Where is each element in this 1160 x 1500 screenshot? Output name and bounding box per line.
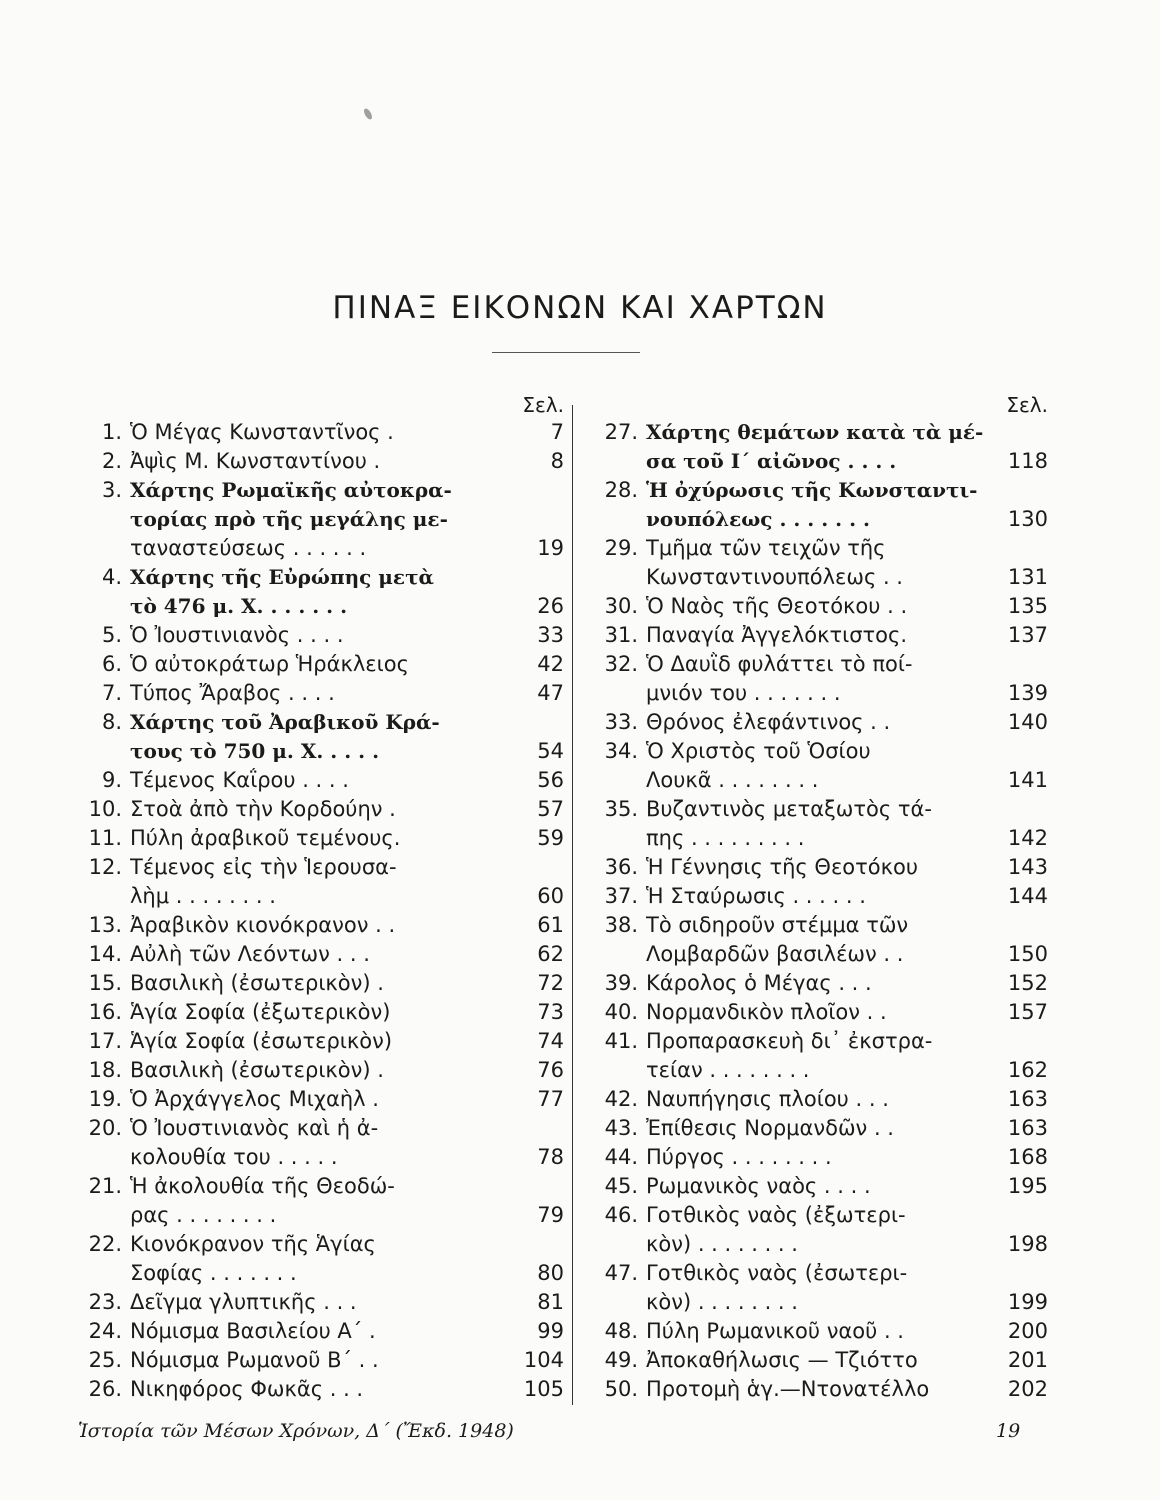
entry-page: 157: [1007, 999, 1048, 1024]
entry-page: 131: [1007, 564, 1048, 589]
entry-number: 10.: [88, 796, 122, 821]
entry-line: [586, 823, 1048, 852]
entry-number: 23.: [88, 1289, 122, 1314]
entry-number: 38.: [604, 912, 638, 937]
entry-number: 39.: [604, 970, 638, 995]
entry-page: 54: [537, 738, 564, 763]
entry-number: 1.: [101, 419, 122, 444]
entry-line: [586, 852, 1048, 881]
entry-page: 163: [1007, 1086, 1048, 1111]
entry-text: Ἡ Σταύρωσις . . . . . .: [646, 883, 866, 908]
page-title: ΠΙΝΑΞ ΕΙΚΟΝΩΝ ΚΑΙ ΧΑΡΤΩΝ: [332, 290, 828, 326]
entry-line: [72, 794, 564, 823]
entry-line: [586, 1258, 1048, 1287]
entry-number: 33.: [604, 709, 638, 734]
entry-line: [72, 1171, 564, 1200]
entry-number: 30.: [604, 593, 638, 618]
entry-text: Λουκᾶ . . . . . . . .: [646, 767, 819, 792]
entry-line: [72, 620, 564, 649]
entry-number: 42.: [604, 1086, 638, 1111]
entry-line: [72, 504, 564, 533]
entry-line: [72, 1229, 564, 1258]
entry-text: κὸν) . . . . . . . .: [646, 1289, 798, 1314]
entry-text: νουπόλεως . . . . . . .: [646, 506, 870, 531]
entry-text: Νικηφόρος Φωκᾶς . . .: [130, 1376, 364, 1401]
entry-number: 3.: [101, 477, 122, 502]
page-label: Σελ.: [522, 393, 564, 417]
entry-page: 135: [1007, 593, 1048, 618]
page-label: Σελ.: [1006, 393, 1048, 417]
entry-number: 36.: [604, 854, 638, 879]
entry-page: 137: [1007, 622, 1048, 647]
entry-line: [72, 997, 564, 1026]
entry-line: [72, 707, 564, 736]
entry-line: [586, 794, 1048, 823]
entry-text: Θρόνος ἐλεφάντινος . .: [646, 709, 891, 734]
entry-text: Χάρτης θεμάτων κατὰ τὰ μέ-: [646, 419, 984, 444]
entry-text: Ὁ Ἰουστινιανὸς . . . .: [130, 622, 344, 647]
entry-line: [72, 1374, 564, 1403]
entry-number: 15.: [88, 970, 122, 995]
entry-number: 45.: [604, 1173, 638, 1198]
entry-page: 78: [537, 1144, 564, 1169]
entry-line: [586, 620, 1048, 649]
entry-number: 12.: [88, 854, 122, 879]
entry-text: Ὁ Ναὸς τῆς Θεοτόκου . .: [646, 593, 908, 618]
entry-number: 27.: [604, 419, 638, 444]
entry-page: 202: [1007, 1376, 1048, 1401]
entry-text: Κιονόκρανον τῆς Ἁγίας: [130, 1231, 376, 1256]
entry-page: 118: [1007, 448, 1048, 473]
ink-speck: [362, 107, 373, 120]
entry-text: Ὁ αὐτοκράτωρ Ἡράκλειος: [130, 651, 409, 676]
entry-text: Ὁ Μέγας Κωνσταντῖνος .: [130, 419, 394, 444]
entry-text: Τέμενος εἰς τὴν Ἱερουσα-: [130, 854, 397, 879]
title-rule: [492, 352, 640, 353]
entry-page: 199: [1007, 1289, 1048, 1314]
entry-text: Ναυπήγησις πλοίου . . .: [646, 1086, 889, 1111]
entry-text: Χάρτης τῆς Εὐρώπης μετὰ: [130, 564, 434, 589]
entry-number: 9.: [101, 767, 122, 792]
entry-line: [72, 881, 564, 910]
entry-line: [72, 446, 564, 475]
entry-line: [586, 707, 1048, 736]
entry-text: τους τὸ 750 μ. Χ. . . . .: [130, 738, 380, 763]
entry-page: 163: [1007, 1115, 1048, 1140]
entry-number: 21.: [88, 1173, 122, 1198]
entry-page: 142: [1007, 825, 1048, 850]
entry-page: 33: [537, 622, 564, 647]
entry-page: 7: [550, 419, 564, 444]
entry-line: [72, 1200, 564, 1229]
entry-text: λὴμ . . . . . . . .: [130, 883, 276, 908]
entry-line: [586, 997, 1048, 1026]
entry-line: [586, 765, 1048, 794]
entry-line: [586, 910, 1048, 939]
entry-text: Κωνσταντινουπόλεως . .: [646, 564, 903, 589]
entry-number: 31.: [604, 622, 638, 647]
entry-number: 8.: [101, 709, 122, 734]
entry-text: Τύπος Ἄραβος . . . .: [130, 680, 335, 705]
entry-text: Χάρτης Ρωμαϊκῆς αὐτοκρα-: [130, 477, 452, 502]
entry-text: Γοτθικὸς ναὸς (ἐσωτερι-: [646, 1260, 908, 1285]
entry-page: 168: [1007, 1144, 1048, 1169]
entry-line: [72, 823, 564, 852]
entry-number: 40.: [604, 999, 638, 1024]
entry-line: [72, 939, 564, 968]
entry-line: [586, 1026, 1048, 1055]
entry-page: 200: [1007, 1318, 1048, 1343]
entry-text: Ἡ Γέννησις τῆς Θεοτόκου: [646, 854, 919, 879]
entry-line: [586, 649, 1048, 678]
entry-text: ταναστεύσεως . . . . . .: [130, 535, 367, 560]
entry-line: [72, 852, 564, 881]
entry-number: 17.: [88, 1028, 122, 1053]
entry-text: Ἁγία Σοφία (ἐσωτερικὸν): [130, 1028, 393, 1053]
entry-page: 152: [1007, 970, 1048, 995]
entry-number: 19.: [88, 1086, 122, 1111]
entry-text: Βασιλικὴ (ἐσωτερικὸν) .: [130, 970, 384, 995]
entry-page: 74: [537, 1028, 564, 1053]
entry-page: 144: [1007, 883, 1048, 908]
entry-text: Λομβαρδῶν βασιλέων . .: [646, 941, 904, 966]
page-number: 19: [996, 1420, 1021, 1442]
entry-number: 20.: [88, 1115, 122, 1140]
entry-text: τείαν . . . . . . . .: [646, 1057, 810, 1082]
entry-page: 150: [1007, 941, 1048, 966]
entry-line: [586, 446, 1048, 475]
entry-line: [72, 649, 564, 678]
entry-number: 14.: [88, 941, 122, 966]
entry-text: ρας . . . . . . . .: [130, 1202, 277, 1227]
entry-text: Ὁ Δαυῒδ φυλάττει τὸ ποί-: [646, 651, 913, 676]
entry-text: Τμῆμα τῶν τειχῶν τῆς: [646, 535, 886, 560]
entry-page: 62: [537, 941, 564, 966]
entry-line: [586, 968, 1048, 997]
entry-number: 4.: [101, 564, 122, 589]
entry-line: [72, 475, 564, 504]
entry-text: Προτομὴ ἁγ.—Ντονατέλλο: [646, 1376, 930, 1401]
entry-text: Χάρτης τοῦ Ἀραβικοῦ Κρά-: [130, 709, 440, 734]
entry-text: Ἐπίθεσις Νορμανδῶν . .: [646, 1115, 894, 1140]
entry-line: [586, 881, 1048, 910]
entry-page: 42: [537, 651, 564, 676]
entry-line: [586, 533, 1048, 562]
entry-line: [72, 910, 564, 939]
entry-number: 6.: [101, 651, 122, 676]
entry-line: [586, 678, 1048, 707]
entry-text: Σοφίας . . . . . . .: [130, 1260, 297, 1285]
entry-line: [72, 591, 564, 620]
entry-text: Νορμανδικὸν πλοῖον . .: [646, 999, 887, 1024]
entry-text: κολουθία του . . . . .: [130, 1144, 338, 1169]
entry-line: [72, 678, 564, 707]
entry-number: 34.: [604, 738, 638, 763]
entry-page: 80: [537, 1260, 564, 1285]
entry-line: [586, 736, 1048, 765]
entry-line: [72, 736, 564, 765]
entry-number: 48.: [604, 1318, 638, 1343]
entry-text: πης . . . . . . . . .: [646, 825, 805, 850]
entry-line: [72, 1055, 564, 1084]
right-page-heading: [586, 388, 1048, 417]
entry-number: 26.: [88, 1376, 122, 1401]
footer-source: Ἱστορία τῶν Μέσων Χρόνων, Δ΄ (Ἔκδ. 1948): [78, 1420, 514, 1442]
entry-page: 201: [1007, 1347, 1048, 1372]
entry-text: Ὁ Ἰουστινιανὸς καὶ ἡ ἀ-: [130, 1115, 379, 1140]
entry-page: 79: [537, 1202, 564, 1227]
entry-text: τὸ 476 μ. Χ. . . . . . .: [130, 593, 348, 618]
left-column: [72, 388, 564, 1403]
entry-text: σα τοῦ Ι΄ αἰῶνος . . . .: [646, 448, 897, 473]
entry-page: 105: [523, 1376, 564, 1401]
entry-line: [586, 1229, 1048, 1258]
entry-page: 99: [537, 1318, 564, 1343]
entry-text: Βασιλικὴ (ἐσωτερικὸν) .: [130, 1057, 384, 1082]
entry-text: Παναγία Ἀγγελόκτιστος.: [646, 622, 908, 647]
entry-text: Ἀποκαθήλωσις — Τζιόττο: [646, 1347, 918, 1372]
entry-line: [586, 939, 1048, 968]
entry-page: 139: [1007, 680, 1048, 705]
entry-number: 47.: [604, 1260, 638, 1285]
entry-line: [586, 1287, 1048, 1316]
entry-number: 25.: [88, 1347, 122, 1372]
entry-number: 41.: [604, 1028, 638, 1053]
left-page-heading: [72, 388, 564, 417]
entry-line: [72, 1316, 564, 1345]
entry-line: [72, 765, 564, 794]
right-entry-list: [586, 417, 1048, 1403]
entry-line: [72, 533, 564, 562]
entry-page: 59: [537, 825, 564, 850]
entry-text: Νόμισμα Ρωμανοῦ Β΄ . .: [130, 1347, 379, 1372]
entry-page: 143: [1007, 854, 1048, 879]
entry-page: 141: [1007, 767, 1048, 792]
entry-page: 19: [537, 535, 564, 560]
entry-page: 162: [1007, 1057, 1048, 1082]
entry-text: Νόμισμα Βασιλείου Α΄ .: [130, 1318, 376, 1343]
entry-text: Τὸ σιδηροῦν στέμμα τῶν: [646, 912, 909, 937]
entry-number: 24.: [88, 1318, 122, 1343]
entry-line: [586, 591, 1048, 620]
entry-line: [586, 1084, 1048, 1113]
entry-number: 50.: [604, 1376, 638, 1401]
entry-text: Δεῖγμα γλυπτικῆς . . .: [130, 1289, 357, 1314]
right-column: [586, 388, 1048, 1403]
entry-text: Ρωμανικὸς ναὸς . . . .: [646, 1173, 871, 1198]
entry-page: 61: [537, 912, 564, 937]
entry-text: Γοτθικὸς ναὸς (ἐξωτερι-: [646, 1202, 906, 1227]
entry-page: 60: [537, 883, 564, 908]
entry-page: 77: [537, 1086, 564, 1111]
entry-text: Πύργος . . . . . . . .: [646, 1144, 832, 1169]
entry-line: [72, 562, 564, 591]
entry-line: [586, 504, 1048, 533]
entry-text: μνιόν του . . . . . . .: [646, 680, 841, 705]
entry-text: Ἁγία Σοφία (ἐξωτερικὸν): [130, 999, 391, 1024]
entry-number: 13.: [88, 912, 122, 937]
entry-line: [72, 1084, 564, 1113]
entry-line: [72, 1142, 564, 1171]
entry-page: 8: [550, 448, 564, 473]
entry-number: 43.: [604, 1115, 638, 1140]
column-divider: [572, 405, 573, 1405]
entry-text: Τέμενος Καΐρου . . . .: [130, 767, 349, 792]
entry-text: Ὁ Ἀρχάγγελος Μιχαὴλ .: [130, 1086, 379, 1111]
entry-line: [586, 1316, 1048, 1345]
entry-line: [586, 417, 1048, 446]
entry-page: 195: [1007, 1173, 1048, 1198]
entry-line: [586, 1055, 1048, 1084]
entry-line: [72, 1287, 564, 1316]
entry-line: [586, 1171, 1048, 1200]
entry-number: 44.: [604, 1144, 638, 1169]
entry-number: 16.: [88, 999, 122, 1024]
entry-number: 35.: [604, 796, 638, 821]
entry-number: 5.: [101, 622, 122, 647]
entry-page: 72: [537, 970, 564, 995]
entry-page: 56: [537, 767, 564, 792]
entry-number: 22.: [88, 1231, 122, 1256]
entry-text: Ἡ ἀκολουθία τῆς Θεοδώ-: [130, 1173, 395, 1198]
entry-text: Πύλη ἀραβικοῦ τεμένους.: [130, 825, 401, 850]
entry-number: 2.: [101, 448, 122, 473]
entry-line: [72, 1258, 564, 1287]
entry-text: Ἀψὶς Μ. Κωνσταντίνου .: [130, 448, 381, 473]
entry-page: 140: [1007, 709, 1048, 734]
entry-line: [586, 562, 1048, 591]
entry-page: 73: [537, 999, 564, 1024]
entry-page: 81: [537, 1289, 564, 1314]
entry-page: 104: [523, 1347, 564, 1372]
entry-page: 47: [537, 680, 564, 705]
entry-line: [72, 1113, 564, 1142]
entry-page: 57: [537, 796, 564, 821]
entry-text: Πύλη Ρωμανικοῦ ναοῦ . .: [646, 1318, 904, 1343]
entry-line: [586, 1345, 1048, 1374]
entry-line: [72, 417, 564, 446]
entry-number: 7.: [101, 680, 122, 705]
entry-line: [586, 475, 1048, 504]
entry-text: Βυζαντινὸς μεταξωτὸς τά-: [646, 796, 932, 821]
entry-text: τορίας πρὸ τῆς μεγάλης με-: [130, 506, 448, 531]
entry-number: 28.: [604, 477, 638, 502]
entry-text: Κάρολος ὁ Μέγας . . .: [646, 970, 872, 995]
entry-line: [586, 1113, 1048, 1142]
entry-line: [72, 968, 564, 997]
entry-number: 29.: [604, 535, 638, 560]
entry-number: 37.: [604, 883, 638, 908]
entry-page: 26: [537, 593, 564, 618]
entry-text: κὸν) . . . . . . . .: [646, 1231, 798, 1256]
entry-text: Ἡ ὀχύρωσις τῆς Κωνσταντι-: [646, 477, 978, 502]
entry-page: 76: [537, 1057, 564, 1082]
entry-page: 198: [1007, 1231, 1048, 1256]
entry-number: 46.: [604, 1202, 638, 1227]
entry-number: 32.: [604, 651, 638, 676]
entry-page: 130: [1007, 506, 1048, 531]
entry-text: Προπαρασκευὴ δι᾽ ἐκστρα-: [646, 1028, 933, 1053]
entry-number: 49.: [604, 1347, 638, 1372]
entry-line: [72, 1026, 564, 1055]
entry-line: [586, 1200, 1048, 1229]
entry-text: Ὁ Χριστὸς τοῦ Ὁσίου: [646, 738, 871, 763]
entry-line: [586, 1142, 1048, 1171]
entry-text: Ἀραβικὸν κιονόκρανον . .: [130, 912, 396, 937]
entry-text: Αὐλὴ τῶν Λεόντων . . .: [130, 941, 370, 966]
left-entry-list: [72, 417, 564, 1403]
entry-line: [72, 1345, 564, 1374]
entry-number: 18.: [88, 1057, 122, 1082]
entry-text: Στοὰ ἀπὸ τὴν Κορδούην .: [130, 796, 396, 821]
entry-line: [586, 1374, 1048, 1403]
entry-number: 11.: [88, 825, 122, 850]
